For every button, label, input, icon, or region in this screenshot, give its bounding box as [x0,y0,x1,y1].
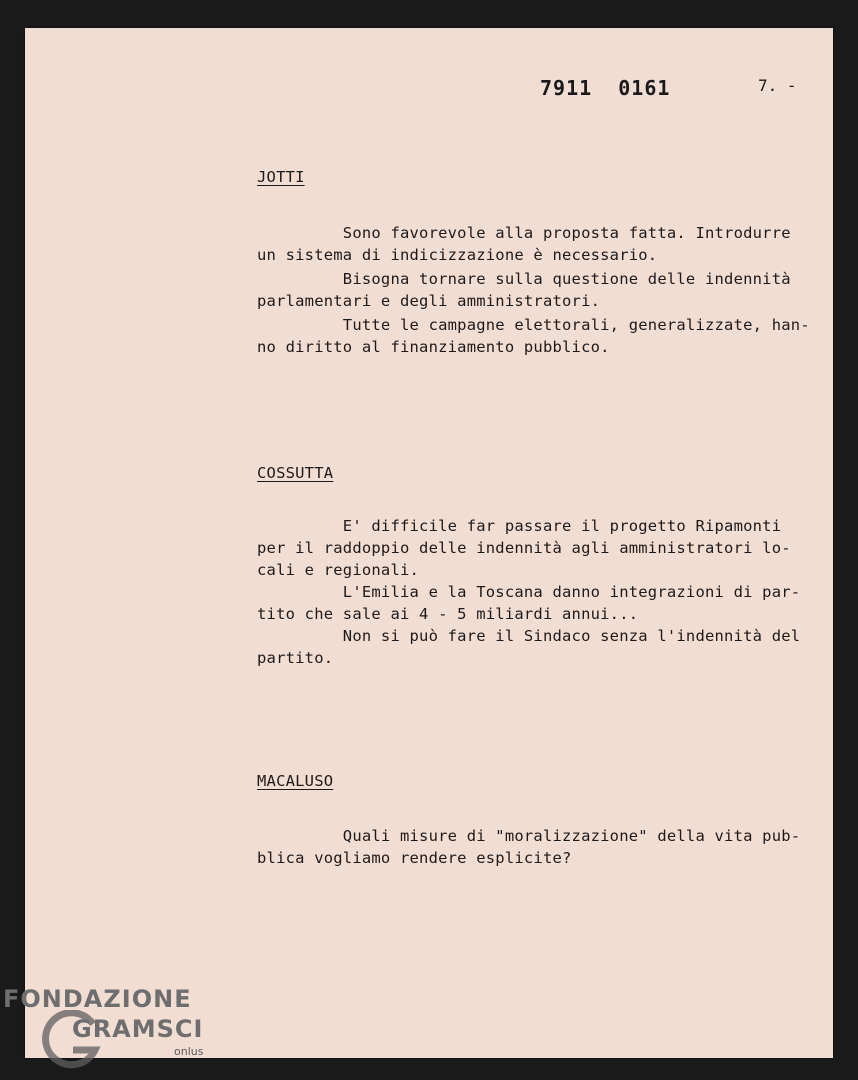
paragraph: Bisogna tornare sulla questione delle indennità parlamentari e degli amministratori. [257,270,791,310]
speaker-heading-macaluso: MACALUSO [257,772,334,790]
fondazione-gramsci-watermark [0,985,230,1080]
watermark-line-3: onlus [174,1045,204,1058]
paragraph: Non si può fare il Sindaco senza l'indennità del partito. [257,627,801,667]
paragraph: Tutte le campagne elettorali, generalizzate, han- no diritto al finanziamento pubblico. [257,316,810,356]
speaker-heading-jotti: JOTTI [257,168,305,186]
speaker-heading-cossutta: COSSUTTA [257,464,334,482]
watermark-line-2: GRAMSCI [72,1015,204,1043]
archive-stamp-number: 7911 0161 [540,76,671,100]
paragraph: E' difficile far passare il progetto Ripamonti per il raddoppio delle indennità agli amministratori lo- cali e regionali. [257,517,791,579]
watermark-line-1: FONDAZIONE [3,985,192,1013]
paragraph: Quali misure di "moralizzazione" della vita pub- blica vogliamo rendere esplicite? [257,827,801,867]
document-page [25,28,833,1058]
page-number: 7. - [758,76,797,95]
paragraph: Sono favorevole alla proposta fatta. Introdurre un sistema di indicizzazione è necessario. [257,224,791,264]
paragraph: L'Emilia e la Toscana danno integrazioni di par- tito che sale ai 4 - 5 miliardi annui... [257,583,801,623]
